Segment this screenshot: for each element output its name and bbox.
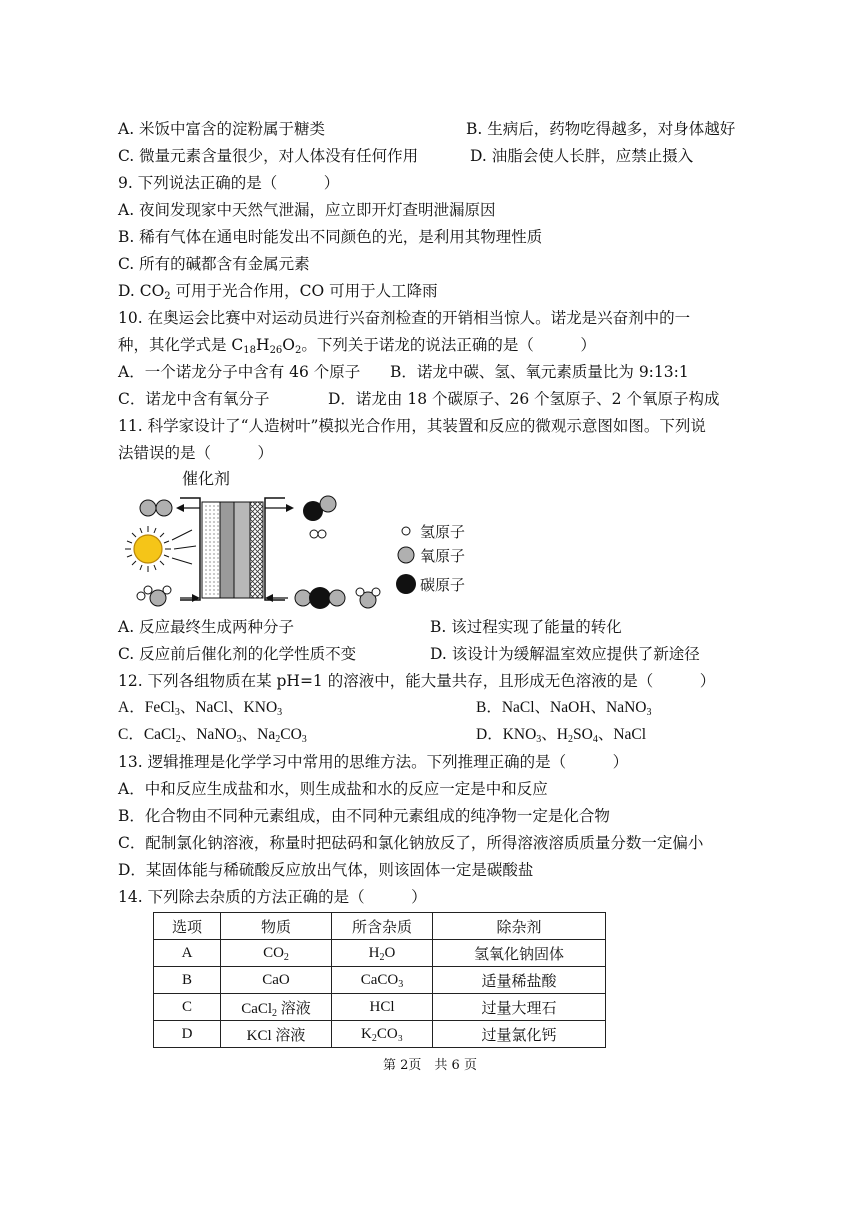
sun-icon: [125, 526, 171, 572]
impurity-removal-table: [153, 912, 606, 1048]
artificial-leaf-figure: [120, 464, 490, 614]
legend-oxygen: 氧原子: [420, 547, 466, 565]
table-row: B CaO CaCO$_3$ 适量稀盐酸: [154, 967, 606, 994]
q10-option-a: A．一个诺龙分子中含有 46 个原子: [118, 363, 361, 381]
table-row: A $CO_2$ $H_2O$ 氢氧化钠固体: [154, 940, 606, 967]
q8-option-b: B. 生病后，药物吃得越多，对身体越好: [466, 120, 736, 138]
header-substance: 物质: [221, 913, 332, 940]
catalyst-label: 催化剂: [182, 469, 231, 488]
q10-stem-line1: 10. 在奥运会比赛中对运动员进行兴奋剂检查的开销相当惊人。诺龙是兴奋剂中的一: [118, 309, 691, 327]
q9-option-b: B. 稀有气体在通电时能发出不同颜色的光，是利用其物理性质: [118, 228, 543, 246]
q10-option-b: B．诺龙中碳、氢、氧元素质量比为 9:13:1: [390, 363, 689, 381]
q11-option-c: C. 反应前后催化剂的化学性质不变: [118, 645, 357, 663]
oxygen-atom-icon: [398, 547, 414, 563]
q9-option-c: C. 所有的碱都含有金属元素: [118, 255, 310, 273]
q11-stem-line2: 法错误的是（ ）: [118, 444, 274, 462]
q11-stem-line1: 11. 科学家设计了“人造树叶”模拟光合作用，其装置和反应的微观示意图如图。下列说: [118, 417, 706, 435]
q12-option-b: B．NaCl、NaOH、NaNO$_3$: [476, 699, 652, 718]
legend-carbon: 碳原子: [420, 576, 466, 594]
q9-stem: 9. 下列说法正确的是（ ）: [118, 174, 340, 192]
page-footer: 第 2页 共 6 页: [383, 1058, 477, 1073]
q14-stem: 14. 下列除去杂质的方法正确的是（ ）: [118, 888, 427, 906]
q11-option-a: A. 反应最终生成两种分子: [118, 618, 295, 636]
q8-option-c: C. 微量元素含量很少，对人体没有任何作用: [118, 147, 419, 165]
q13-option-b: B．化合物由不同种元素组成，由不同种元素组成的纯净物一定是化合物: [118, 807, 610, 825]
q10-option-c: C．诺龙中含有氧分子: [118, 390, 270, 408]
legend-hydrogen: 氢原子: [420, 523, 466, 541]
table-row: D KCl 溶液 $K_2CO_3$ 过量氯化钙: [154, 1021, 606, 1048]
q10-stem-line2: 种，其化学式是 $C_{18}H_{26}O_2$。下列关于诺龙的说法正确的是（ ）: [118, 336, 596, 356]
header-impurity: 所含杂质: [332, 913, 433, 940]
table-row: C CaCl$_2$ 溶液 HCl 过量大理石: [154, 994, 606, 1021]
q8-option-a: A. 米饭中富含的淀粉属于糖类: [118, 120, 326, 138]
q12-option-d: D．$KNO_3$、$H_2SO_4$、NaCl: [476, 726, 647, 745]
hydrogen-atom-icon: [402, 527, 410, 535]
table-header-row: [154, 913, 606, 940]
q13-option-a: A．中和反应生成盐和水，则生成盐和水的反应一定是中和反应: [118, 780, 548, 798]
header-reagent: 除杂剂: [433, 913, 606, 940]
q9-option-d: D. $CO_2$ 可用于光合作用，CO 可用于人工降雨: [118, 282, 438, 302]
q13-option-c: C．配制氯化钠溶液，称量时把砝码和氯化钠放反了，所得溶液溶质质量分数一定偏小: [118, 834, 704, 852]
q12-option-c: C．CaCl$_2$、NaNO$_3$、$Na_2CO_3$: [118, 726, 307, 745]
q11-option-b: B. 该过程实现了能量的转化: [430, 618, 622, 636]
q13-option-d: D．某固体能与稀硫酸反应放出气体，则该固体一定是碳酸盐: [118, 861, 534, 879]
q10-option-d: D．诺龙由 18 个碳原子、26 个氢原子、2 个氧原子构成: [328, 390, 720, 408]
q8-option-d: D. 油脂会使人长胖，应禁止摄入: [470, 147, 694, 165]
q11-option-d: D. 该设计为缓解温室效应提供了新途径: [430, 645, 700, 663]
q9-option-a: A. 夜间发现家中天然气泄漏，应立即开灯查明泄漏原因: [118, 201, 496, 219]
carbon-atom-icon: [396, 574, 416, 594]
header-option: 选项: [154, 913, 221, 940]
q12-option-a: A．FeCl$_3$、NaCl、$KNO_3$: [118, 699, 283, 718]
q12-stem: 12. 下列各组物质在某 pH=1 的溶液中，能大量共存，且形成无色溶液的是（ ）: [118, 672, 716, 690]
q13-stem: 13. 逻辑推理是化学学习中常用的思维方法。下列推理正确的是（ ）: [118, 753, 629, 771]
